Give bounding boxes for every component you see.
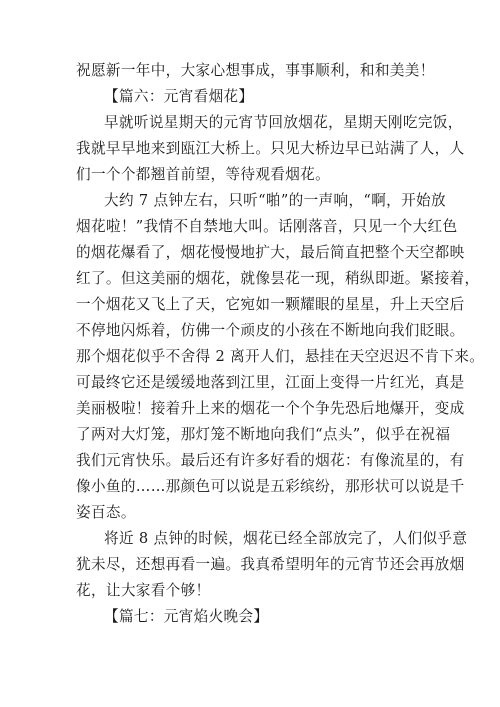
text-line: 我们元宵快乐。最后还有许多好看的烟花：有像流星的，有 (76, 452, 465, 469)
text-line: 不停地闪烁着，仿佛一个顽皮的小孩在不断地向我们眨眼。 (76, 322, 465, 339)
text-line: 的烟花爆看了，烟花慢慢地扩大，最后简直把整个天空都映 (76, 244, 465, 261)
text-line: 了两对大灯笼，那灯笼不断地向我们“点头”，似乎在祝福 (76, 426, 451, 443)
section-heading: 【篇七：元宵焰火晚会】 (104, 608, 269, 625)
paragraph-first-line: 早就听说星期天的元宵节回放烟花，星期天刚吃完饭， (104, 114, 463, 131)
text-line: 一个烟花又飞上了天，它宛如一颗耀眼的星星，升上天空后 (76, 296, 465, 313)
document-body (76, 58, 485, 630)
text-line: 那个烟花似乎不舍得 2 离开人们，悬挂在天空迟迟不肯下来。 (76, 348, 485, 365)
text-line: 美丽极啦！接着升上来的烟花一个个争先恐后地爆开，变成 (76, 400, 465, 417)
text-line: 花，让大家看个够！ (76, 582, 211, 599)
text-line: 烟花啦！”我情不自禁地大叫。话刚落音，只见一个大红色 (76, 218, 458, 235)
text-line: 姿百态。 (76, 504, 136, 521)
text-line: 犹未尽，还想再看一遍。我真希望明年的元宵节还会再放烟 (76, 556, 465, 573)
text-line: 可最终它还是缓缓地落到江里，江面上变得一片红光，真是 (76, 374, 465, 391)
paragraph-first-line: 将近 8 点钟的时候，烟花已经全部放完了，人们似乎意 (104, 530, 468, 547)
text-line: 祝愿新一年中，大家心想事成，事事顺利，和和美美！ (76, 62, 435, 79)
text-line: 们一个个都翘首前望，等待观看烟花。 (76, 166, 331, 183)
section-heading: 【篇六：元宵看烟花】 (104, 88, 254, 105)
paragraph-first-line: 大约 7 点钟左右，只听“啪”的一声响，“啊，开始放 (104, 192, 446, 209)
text-line: 像小鱼的……那颜色可以说是五彩缤纷，那形状可以说是千 (76, 478, 465, 495)
text-line: 我就早早地来到瓯江大桥上。只见大桥边早已站满了人，人 (76, 140, 465, 157)
text-line: 红了。但这美丽的烟花，就像昙花一现，稍纵即逝。紧接着， (76, 270, 480, 287)
